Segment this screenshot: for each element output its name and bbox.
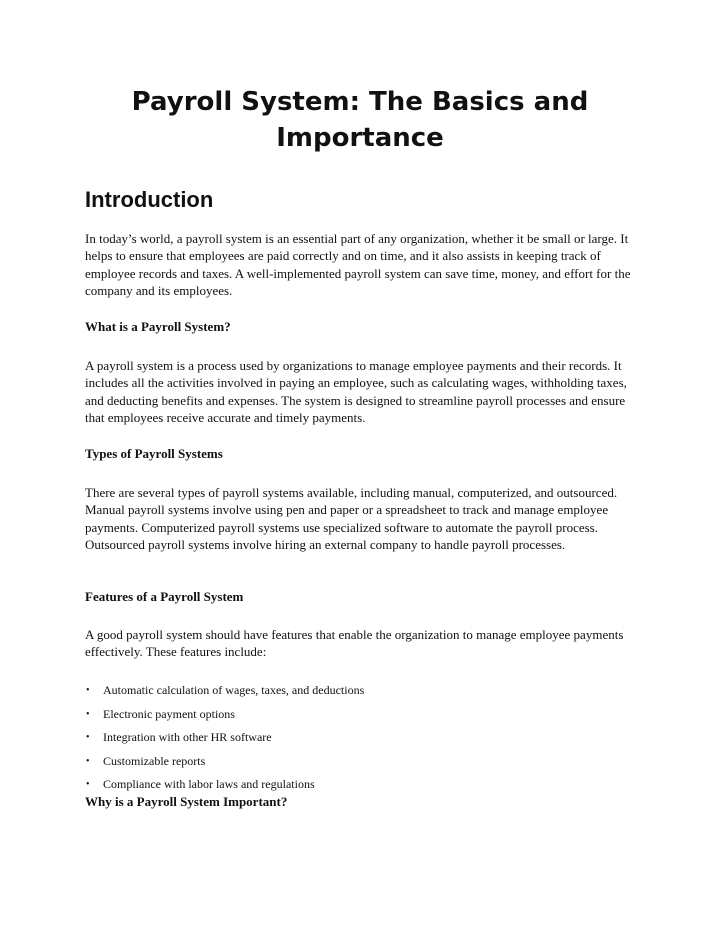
types-heading: Types of Payroll Systems	[85, 446, 223, 461]
feature-item-text: Integration with other HR software	[103, 730, 272, 744]
types-paragraph: There are several types of payroll systems available, including manual, computerized, and outsourced. Manual payroll systems involve using pen and paper or a spreadsheet to track and manage employee payments. Computerized payroll systems use specialized software to automate the payroll process. Outsourced payroll systems involve hiring an external company to handle payroll processes.	[85, 485, 618, 552]
introduction-paragraph: In today’s world, a payroll system is an essential part of any organization, whether it be small or large. It helps to ensure that employees are paid correctly and on time, and it also assists in keeping track of employee records and taxes. A well-implemented payroll system can save time, money, and effort for the company and its employees.	[85, 231, 631, 298]
what-is-payroll-paragraph: A payroll system is a process used by organizations to manage employee payments and their records. It includes all the activities involved in paying an employee, such as calculating wages, withholding taxes, and deducting benefits and expenses. The system is designed to streamline payroll processes and ensure that employees receive accurate and timely payments.	[85, 358, 627, 425]
features-heading: Features of a Payroll System	[85, 589, 244, 604]
features-list	[0, 682, 720, 800]
bullet-icon: •	[86, 685, 90, 696]
list-item	[0, 729, 720, 753]
introduction-heading: Introduction	[85, 187, 214, 212]
list-item	[0, 706, 720, 730]
bullet-icon: •	[86, 779, 90, 790]
feature-item-text: Automatic calculation of wages, taxes, and deductions	[103, 683, 365, 697]
features-paragraph: A good payroll system should have features that enable the organization to manage employee payments effectively. These features include:	[85, 627, 624, 660]
feature-item-text: Customizable reports	[103, 753, 206, 768]
document-title: Payroll System: The Basics and Importance	[131, 87, 589, 153]
bullet-icon: •	[86, 755, 90, 767]
list-item	[0, 753, 720, 777]
what-is-payroll-heading: What is a Payroll System?	[85, 319, 231, 334]
feature-item-text: Compliance with labor laws and regulations	[103, 777, 315, 791]
importance-heading: Why is a Payroll System Important?	[85, 794, 288, 809]
bullet-icon: •	[86, 708, 90, 720]
list-item	[0, 682, 720, 706]
bullet-icon: •	[86, 732, 90, 743]
feature-item-text: Electronic payment options	[103, 706, 235, 721]
